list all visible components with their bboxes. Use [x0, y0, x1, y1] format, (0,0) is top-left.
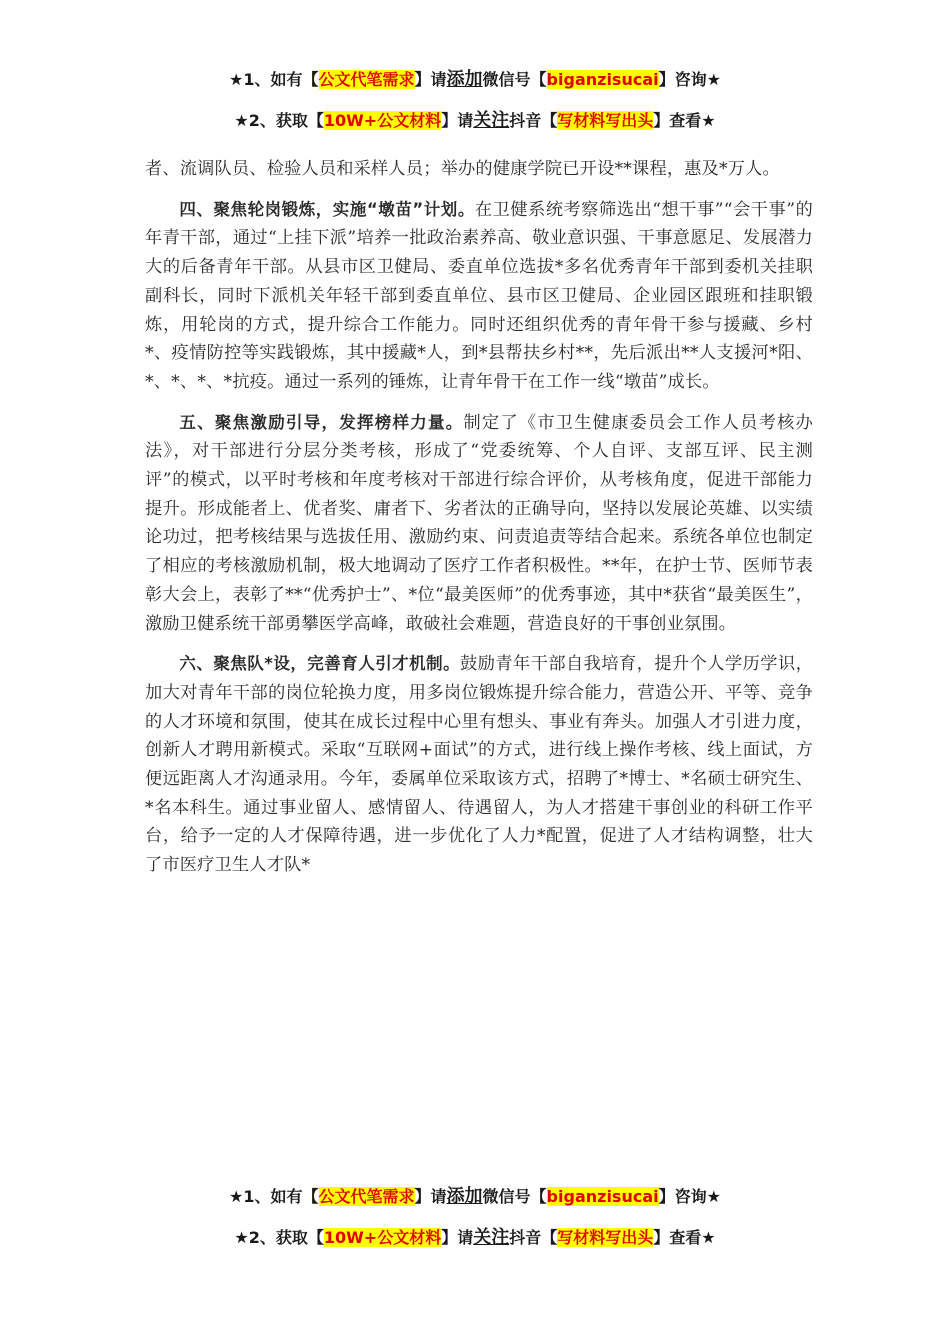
- underlined-text: 关注: [473, 110, 510, 131]
- section-heading: 六、聚焦队*设，完善育人引才机制。: [179, 654, 461, 674]
- paragraph: 者、流调队员、检验人员和采样人员；举办的健康学院已开设**课程，惠及*万人。: [145, 159, 780, 179]
- banner-line-1: ★1、如有【公文代笔需求】请添加微信号【biganzisucai】咨询★: [229, 69, 721, 90]
- highlight-text: 10W+公文材料: [323, 1228, 442, 1247]
- highlight-text: biganzisucai: [546, 1187, 659, 1206]
- paragraph: 四、聚焦轮岗锻炼，实施“墩苗”计划。在卫健系统考察筛选出“想干事”“会干事”的年青干部，通过“上挂下派”培养一批政治素养高、敬业意识强、干事意愿足、发展潜力大的后备青年干部。从县市区卫健局、委直单位选拔*多名优秀青年干部到委机关挂职副科长，同时下派机关年轻干部到委直单位、县市区卫健局、企业园区跟班和挂职锻炼，用轮岗的方式，提升综合工作能力。同时还组织优秀的青年骨干参与援藏、乡村*、疫情防控等实践锻炼，其中援藏*人，到*县帮扶乡村**，先后派出**人支援河*阳、*、*、*、*抗疫。通过一系列的锤炼，让青年骨干在工作一线“墩苗”成长。: [145, 199, 813, 392]
- paragraph: 五、聚焦激励引导，发挥榜样力量。制定了《市卫生健康委员会工作人员考核办法》，对干部进行分层分类考核，形成了“党委统筹、个人自评、支部互评、民主测评”的模式，以平时考核和年度考核对干部进行综合评价，从考核角度，促进干部能力提升。形成能者上、优者奖、庸者下、劣者汰的正确导向，坚持以发展论英雄、以实绩论功过，把考核结果与选拔任用、激励约束、问责追责等结合起来。系统各单位也制定了相应的考核激励机制，极大地调动了医疗工作者积极性。**年，在护士节、医师节表彰大会上，表彰了**“优秀护士”、*位“最美医师”的优秀事迹，其中*获省“最美医生”，激励卫健系统干部勇攀医学高峰，敢破社会难题，营造良好的干事创业氛围。: [145, 412, 813, 634]
- banner-line-2: ★2、获取【10W+公文材料】请关注抖音【写材料写出头】查看★: [234, 1227, 716, 1248]
- section-heading: 四、聚焦轮岗锻炼，实施“墩苗”计划。: [179, 199, 475, 219]
- footer-banner: [0, 1185, 950, 1250]
- highlight-text: 写材料写出头: [557, 1228, 654, 1247]
- section-heading: 五、聚焦激励引导，发挥榜样力量。: [179, 412, 464, 432]
- paragraph: 六、聚焦队*设，完善育人引才机制。鼓励青年干部自我培育，提升个人学历学识，加大对青年干部的岗位轮换力度，用多岗位锻炼提升综合能力，营造公开、平等、竞争的人才环境和氛围，使其在成长过程中心里有想头、事业有奔头。加强人才引进力度，创新人才聘用新模式。采取“互联网+面试”的方式，进行线上操作考核、线上面试，方便远距离人才沟通录用。今年，委属单位采取该方式，招聘了*博士、*名硕士研究生、*名本科生。通过事业留人、感情留人、待遇留人，为人才搭建干事创业的科研工作平台，给予一定的人才保障待遇，进一步优化了人力*配置，促进了人才结构调整，壮大了市医疗卫生人才队*: [145, 654, 813, 876]
- document-body: [145, 155, 813, 892]
- underlined-text: 添加: [446, 69, 483, 90]
- banner-line-1: ★1、如有【公文代笔需求】请添加微信号【biganzisucai】咨询★: [229, 1186, 721, 1207]
- header-banner: [0, 68, 950, 133]
- highlight-text: biganzisucai: [546, 70, 659, 89]
- highlight-text: 10W+公文材料: [323, 111, 442, 130]
- highlight-text: 写材料写出头: [557, 111, 654, 130]
- highlight-text: 公文代笔需求: [318, 70, 415, 89]
- highlight-text: 公文代笔需求: [318, 1187, 415, 1206]
- underlined-text: 关注: [473, 1227, 510, 1248]
- banner-line-2: ★2、获取【10W+公文材料】请关注抖音【写材料写出头】查看★: [234, 110, 716, 131]
- underlined-text: 添加: [446, 1186, 483, 1207]
